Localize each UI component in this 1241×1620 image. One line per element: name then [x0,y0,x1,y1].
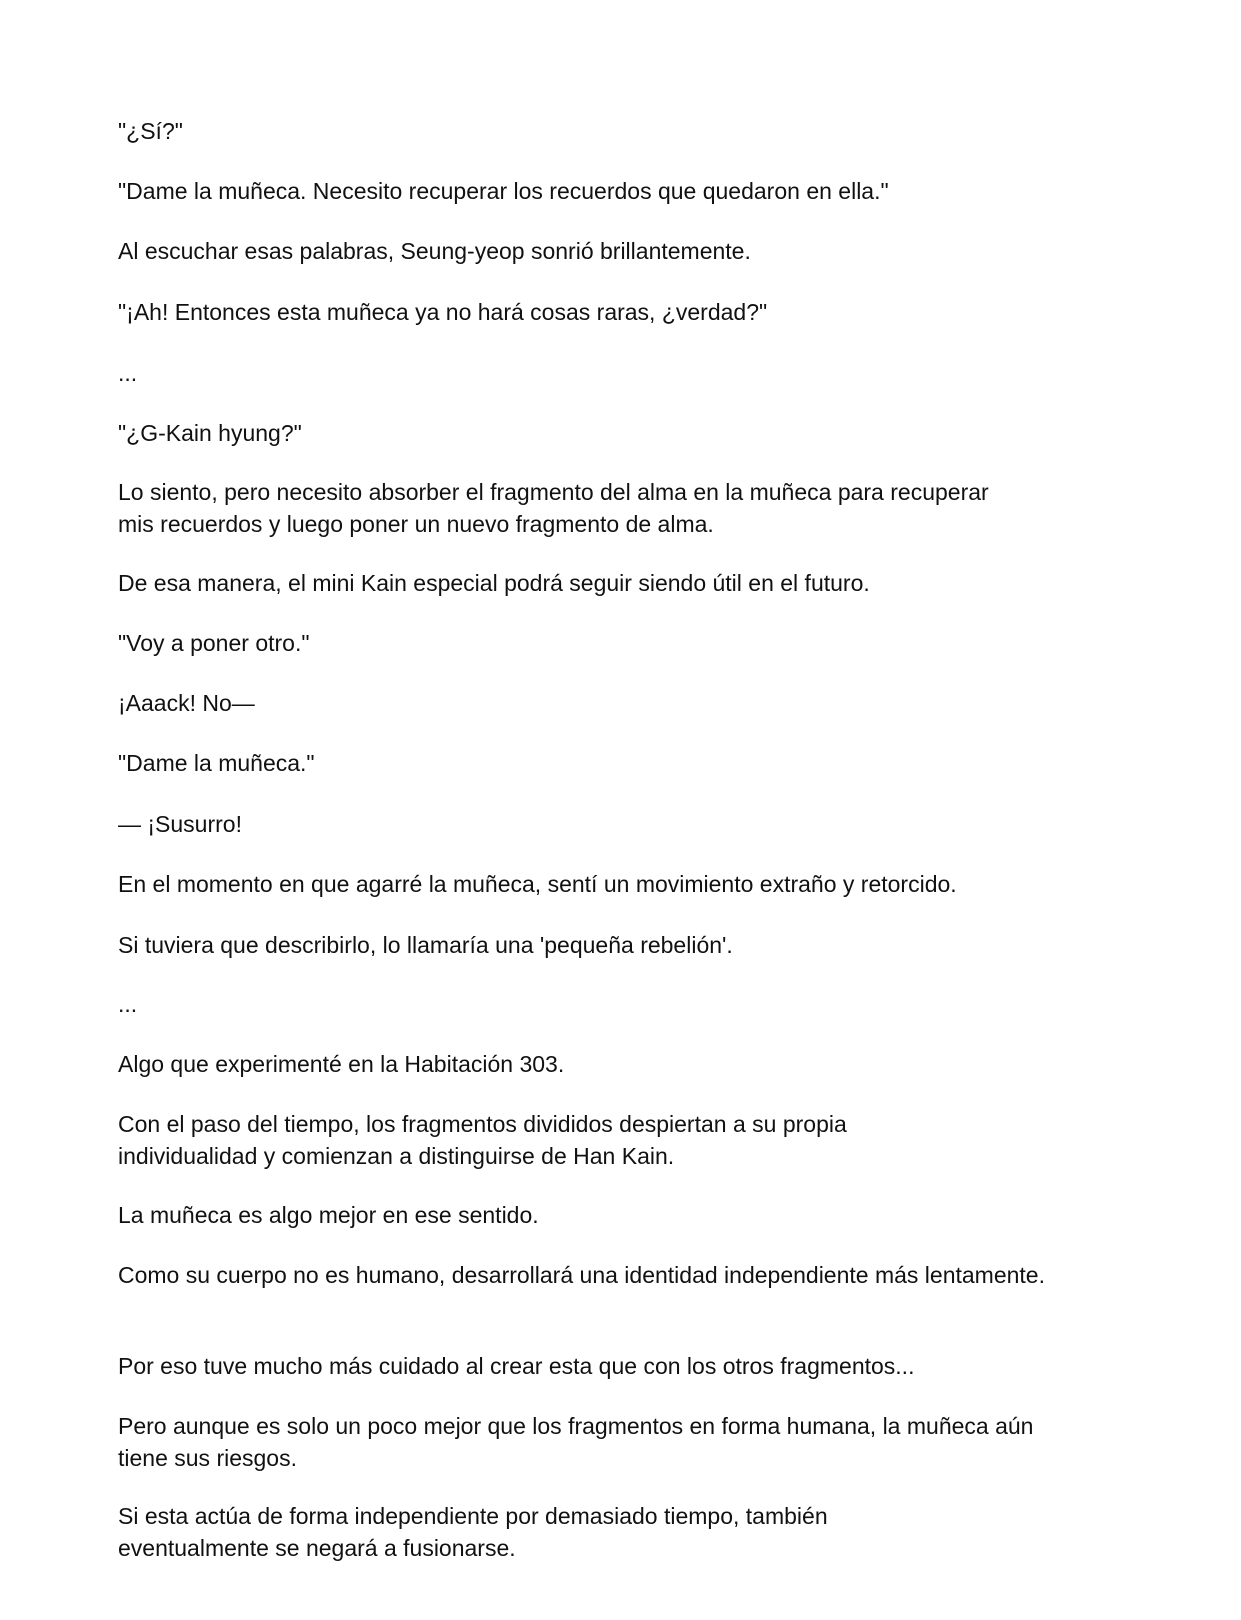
paragraph-8: De esa manera, el mini Kain especial podrá seguir siendo útil en el futuro. [118,570,870,596]
paragraph-1: "¿Sí?" [118,118,183,144]
paragraph-10: ¡Aaack! No— [118,690,255,716]
paragraph-13: En el momento en que agarré la muñeca, sentí un movimiento extraño y retorcido. [118,871,957,897]
paragraph-5-ellipsis: ... [118,360,138,386]
paragraph-21: Pero aunque es solo un poco mejor que los fragmentos en forma humana, la muñeca aún tiene sus riesgos. [118,1413,1034,1471]
paragraph-22: Si esta actúa de forma independiente por demasiado tiempo, también eventualmente se negará a fusionarse. [118,1503,828,1561]
paragraph-14: Si tuviera que describirlo, lo llamaría una 'pequeña rebelión'. [118,932,733,958]
paragraph-6: "¿G-Kain hyung?" [118,420,302,446]
paragraph-9: "Voy a poner otro." [118,630,310,656]
paragraph-15-ellipsis: ... [118,991,138,1017]
paragraph-4: "¡Ah! Entonces esta muñeca ya no hará cosas raras, ¿verdad?" [118,299,768,325]
paragraph-3: Al escuchar esas palabras, Seung-yeop sonrió brillantemente. [118,238,751,264]
paragraph-11: "Dame la muñeca." [118,750,315,776]
paragraph-19: Como su cuerpo no es humano, desarrollará una identidad independiente más lentamente. [118,1262,1045,1288]
paragraph-17: Con el paso del tiempo, los fragmentos divididos despiertan a su propia individualidad y comienzan a distinguirse de Han Kain. [118,1111,847,1169]
paragraph-7: Lo siento, pero necesito absorber el fragmento del alma en la muñeca para recuperar mis recuerdos y luego poner un nuevo fragmento de alma. [118,479,989,537]
paragraph-12: — ¡Susurro! [118,811,242,837]
paragraph-2: "Dame la muñeca. Necesito recuperar los recuerdos que quedaron en ella." [118,178,889,204]
paragraph-16: Algo que experimenté en la Habitación 303. [118,1051,565,1077]
paragraph-18: La muñeca es algo mejor en ese sentido. [118,1202,539,1228]
paragraph-20: Por eso tuve mucho más cuidado al crear esta que con los otros fragmentos... [118,1353,915,1379]
